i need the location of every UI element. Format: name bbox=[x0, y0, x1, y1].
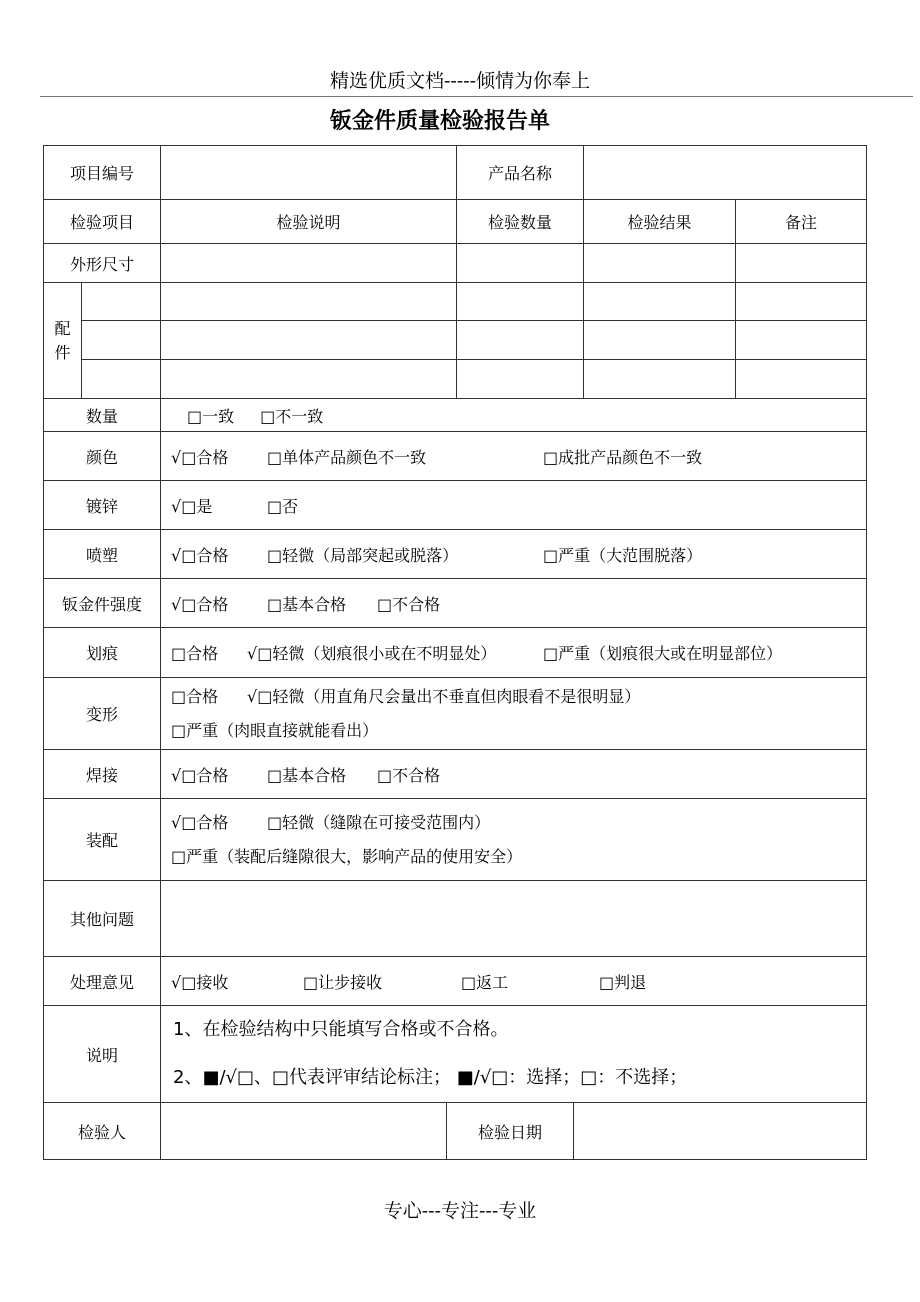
note-line-1: 1、在检验结构中只能填写合格或不合格。 bbox=[173, 1019, 509, 1040]
parts-remark-cell[interactable] bbox=[736, 321, 867, 360]
option-severe[interactable]: □严重（大范围脱落） bbox=[543, 545, 703, 565]
option-batch-color-mismatch[interactable]: □成批产品颜色不一致 bbox=[543, 447, 703, 467]
project-number-label: 项目编号 bbox=[44, 146, 161, 200]
appearance-qty-cell[interactable] bbox=[457, 244, 584, 283]
parts-result-cell[interactable] bbox=[584, 321, 736, 360]
parts-desc-cell[interactable] bbox=[161, 321, 457, 360]
appearance-result-cell[interactable] bbox=[584, 244, 736, 283]
col-inspection-qty: 检验数量 bbox=[457, 200, 584, 244]
product-name-field[interactable] bbox=[584, 146, 867, 200]
col-inspection-item: 检验项目 bbox=[44, 200, 161, 244]
galvanize-label: 镀锌 bbox=[44, 481, 161, 530]
parts-desc-cell[interactable] bbox=[161, 283, 457, 321]
option-unqualified[interactable]: □不合格 bbox=[377, 594, 441, 614]
page-header: 精选优质文档-----倾情为你奉上 bbox=[329, 70, 591, 92]
option-qualified[interactable]: √□合格 bbox=[171, 765, 229, 785]
option-minor[interactable]: □轻微（局部突起或脱落） bbox=[267, 545, 459, 565]
handling-label: 处理意见 bbox=[44, 957, 161, 1006]
product-name-label: 产品名称 bbox=[457, 146, 584, 200]
col-inspection-desc: 检验说明 bbox=[161, 200, 457, 244]
option-severe[interactable]: □严重（肉眼直接就能看出） bbox=[171, 720, 379, 740]
spray-row bbox=[44, 530, 867, 579]
scratch-label: 划痕 bbox=[44, 628, 161, 678]
galvanize-options bbox=[161, 481, 867, 530]
option-concession-accept[interactable]: □让步接收 bbox=[303, 972, 383, 992]
option-qualified[interactable]: √□合格 bbox=[171, 447, 229, 467]
note-line-2: 2、■/√□、□代表评审结论标注； ■/√□：选择；□：不选择； bbox=[173, 1067, 688, 1088]
option-no[interactable]: □否 bbox=[267, 496, 299, 516]
parts-qty-cell[interactable] bbox=[457, 360, 584, 399]
deform-row bbox=[44, 678, 867, 750]
signature-content bbox=[161, 1103, 867, 1160]
deform-options bbox=[161, 678, 867, 750]
inspector-field[interactable] bbox=[161, 1103, 447, 1159]
appearance-desc-cell[interactable] bbox=[161, 244, 457, 283]
parts-qty-cell[interactable] bbox=[457, 283, 584, 321]
inspection-date-label: 检验日期 bbox=[447, 1103, 574, 1159]
weld-options bbox=[161, 750, 867, 799]
strength-label: 钣金件强度 bbox=[44, 579, 161, 628]
inspection-date-field[interactable] bbox=[574, 1103, 866, 1159]
other-issues-label: 其他问题 bbox=[44, 881, 161, 957]
page-footer: 专心---专注---专业 bbox=[383, 1200, 537, 1222]
parts-name-cell[interactable] bbox=[82, 321, 161, 360]
parts-result-cell[interactable] bbox=[584, 360, 736, 399]
quantity-label: 数量 bbox=[44, 399, 161, 432]
option-basically-qualified[interactable]: □基本合格 bbox=[267, 765, 347, 785]
parts-row bbox=[44, 321, 867, 360]
quantity-row bbox=[44, 399, 867, 432]
notes-row bbox=[44, 1006, 867, 1103]
other-issues-row bbox=[44, 881, 867, 957]
deform-options-line-1 bbox=[171, 680, 866, 714]
col-remark: 备注 bbox=[736, 200, 867, 244]
notes-content bbox=[161, 1006, 867, 1103]
option-qualified[interactable]: √□合格 bbox=[171, 812, 229, 832]
color-row bbox=[44, 432, 867, 481]
option-basically-qualified[interactable]: □基本合格 bbox=[267, 594, 347, 614]
galvanize-row bbox=[44, 481, 867, 530]
strength-options bbox=[161, 579, 867, 628]
document-title: 钣金件质量检验报告单 bbox=[329, 109, 550, 134]
scratch-row bbox=[44, 628, 867, 678]
deform-label: 变形 bbox=[44, 678, 161, 750]
appearance-remark-cell[interactable] bbox=[736, 244, 867, 283]
option-qualified[interactable]: □合格 bbox=[171, 686, 219, 706]
parts-name-cell[interactable] bbox=[82, 360, 161, 399]
option-qualified[interactable]: □合格 bbox=[171, 644, 219, 663]
parts-desc-cell[interactable] bbox=[161, 360, 457, 399]
spray-options bbox=[161, 530, 867, 579]
option-single-color-mismatch[interactable]: □单体产品颜色不一致 bbox=[267, 447, 427, 467]
scratch-options bbox=[161, 628, 867, 678]
parts-remark-cell[interactable] bbox=[736, 360, 867, 399]
color-options bbox=[161, 432, 867, 481]
assembly-label: 装配 bbox=[44, 799, 161, 881]
option-accept[interactable]: √□接收 bbox=[171, 972, 229, 992]
handling-row bbox=[44, 957, 867, 1006]
parts-result-cell[interactable] bbox=[584, 283, 736, 321]
parts-row bbox=[44, 283, 867, 321]
parts-row bbox=[44, 360, 867, 399]
notes-label: 说明 bbox=[44, 1006, 161, 1103]
color-label: 颜色 bbox=[44, 432, 161, 481]
option-minor[interactable]: √□轻微（划痕很小或在不明显处） bbox=[247, 644, 497, 663]
parts-name-cell[interactable] bbox=[82, 283, 161, 321]
parts-remark-cell[interactable] bbox=[736, 283, 867, 321]
weld-label: 焊接 bbox=[44, 750, 161, 799]
option-minor[interactable]: √□轻微（用直角尺会量出不垂直但肉眼看不是很明显） bbox=[247, 686, 641, 706]
parts-label-char-2: 件 bbox=[54, 342, 71, 362]
spray-label: 喷塑 bbox=[44, 530, 161, 579]
option-qualified[interactable]: √□合格 bbox=[171, 545, 229, 565]
assembly-row bbox=[44, 799, 867, 881]
option-yes[interactable]: √□是 bbox=[171, 496, 213, 516]
parts-qty-cell[interactable] bbox=[457, 321, 584, 360]
column-header-row bbox=[44, 200, 867, 244]
option-unqualified[interactable]: □不合格 bbox=[377, 765, 441, 785]
option-inconsistent[interactable]: □不一致 bbox=[260, 406, 324, 426]
option-minor[interactable]: □轻微（缝隙在可接受范围内） bbox=[267, 812, 491, 832]
parts-label-char-1: 配 bbox=[54, 318, 71, 338]
option-rework[interactable]: □返工 bbox=[461, 972, 509, 992]
inspector-label: 检验人 bbox=[44, 1103, 161, 1160]
option-severe[interactable]: □严重（装配后缝隙很大，影响产品的使用安全） bbox=[171, 846, 523, 866]
option-reject[interactable]: □判退 bbox=[599, 972, 647, 992]
strength-row bbox=[44, 579, 867, 628]
appearance-label: 外形尺寸 bbox=[44, 244, 161, 283]
signature-row bbox=[44, 1103, 867, 1160]
header-rule bbox=[40, 96, 913, 97]
option-qualified[interactable]: √□合格 bbox=[171, 594, 229, 614]
inspection-form bbox=[43, 145, 867, 1160]
assembly-options bbox=[161, 799, 867, 881]
assembly-options-line-1 bbox=[171, 806, 866, 840]
quantity-options bbox=[161, 399, 867, 432]
project-number-field[interactable] bbox=[161, 146, 457, 200]
handling-options bbox=[161, 957, 867, 1006]
col-inspection-result: 检验结果 bbox=[584, 200, 736, 244]
appearance-row bbox=[44, 244, 867, 283]
option-consistent[interactable]: □一致 bbox=[187, 406, 235, 426]
weld-row bbox=[44, 750, 867, 799]
other-issues-field[interactable] bbox=[161, 881, 867, 957]
signature-split bbox=[161, 1103, 866, 1159]
parts-label bbox=[44, 283, 82, 399]
option-severe[interactable]: □严重（划痕很大或在明显部位） bbox=[543, 644, 783, 663]
info-row bbox=[44, 146, 867, 200]
